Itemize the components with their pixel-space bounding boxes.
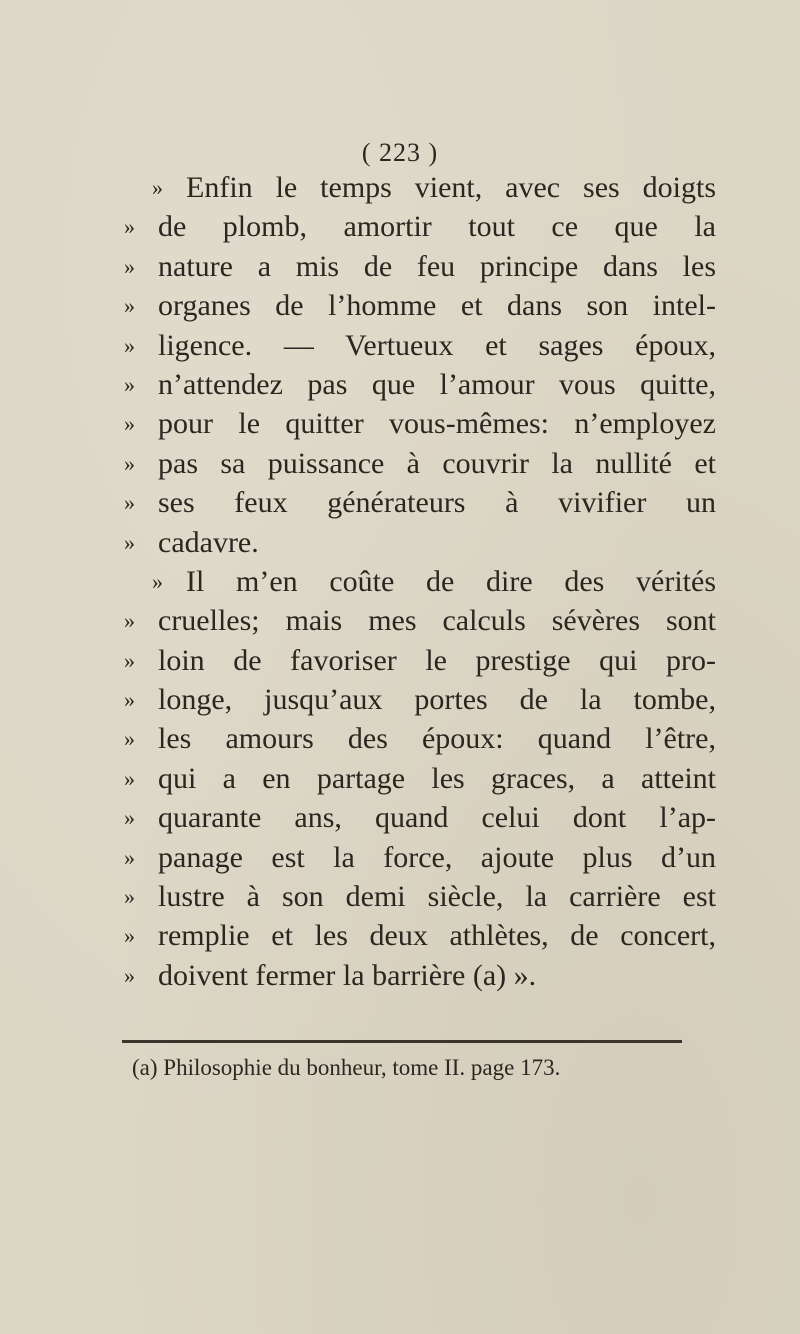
line-text: remplie et les deux athlètes, de concert, xyxy=(158,919,716,953)
footnote-rule xyxy=(122,1040,682,1043)
text-line xyxy=(126,719,716,758)
line-text: qui a en partage les graces, a atteint xyxy=(158,761,716,795)
quote-mark: » xyxy=(152,175,163,200)
quote-mark: » xyxy=(124,253,135,279)
text-line xyxy=(126,798,716,837)
text-line xyxy=(126,523,716,562)
quote-mark: » xyxy=(124,805,135,831)
line-text: quarante ans, quand celui dont l’ap- xyxy=(158,801,716,835)
footnote: (a) Philosophie du bonheur, tome II. page 173. xyxy=(132,1055,561,1080)
quote-mark: » xyxy=(124,490,135,516)
line-text: de plomb, amortir tout ce que la xyxy=(158,210,716,244)
text-line xyxy=(126,444,716,483)
quote-mark: » xyxy=(124,726,135,752)
line-text: cruelles; mais mes calculs sévères sont xyxy=(158,604,716,638)
body-text xyxy=(126,168,716,995)
quote-mark: » xyxy=(124,608,135,634)
quote-mark: » xyxy=(124,962,135,988)
quote-mark: » xyxy=(124,844,135,870)
text-line xyxy=(126,562,716,601)
text-line xyxy=(126,286,716,325)
line-text: Il m’en coûte de dire des vérités xyxy=(186,564,716,598)
text-line xyxy=(126,404,716,443)
line-text: doivent fermer la barrière (a) ». xyxy=(158,958,537,992)
quote-mark: » xyxy=(124,647,135,673)
text-line xyxy=(126,916,716,955)
text-line xyxy=(126,838,716,877)
quote-mark: » xyxy=(152,568,163,594)
line-text: loin de favoriser le prestige qui pro- xyxy=(158,643,716,677)
quote-mark: » xyxy=(124,529,135,555)
text-line xyxy=(126,877,716,916)
quote-mark: » xyxy=(124,371,135,397)
text-line xyxy=(126,956,716,995)
quote-mark: » xyxy=(124,923,135,949)
line-text: les amours des époux: quand l’être, xyxy=(158,722,716,756)
quote-mark: » xyxy=(124,450,135,476)
text-line xyxy=(126,680,716,719)
line-text: pour le quitter vous-mêmes: n’employez xyxy=(158,407,716,441)
text-line xyxy=(126,601,716,640)
text-line xyxy=(126,326,716,365)
line-text: panage est la force, ajoute plus d’un xyxy=(158,840,716,874)
line-text: cadavre. xyxy=(158,525,259,559)
line-text: n’attendez pas que l’amour vous quitte, xyxy=(158,367,716,401)
quote-mark: » xyxy=(124,293,135,319)
quote-mark: » xyxy=(124,884,135,910)
text-line xyxy=(126,483,716,522)
quote-mark: » xyxy=(124,687,135,713)
page-number: ( 223 ) xyxy=(361,138,439,167)
quote-mark: » xyxy=(124,214,135,240)
quote-mark: » xyxy=(124,411,135,437)
line-text: nature a mis de feu principe dans les xyxy=(158,249,716,283)
line-text: ligence. — Vertueux et sages époux, xyxy=(158,328,716,362)
text-line xyxy=(126,641,716,680)
line-text: Enfin le temps vient, avec ses doigts xyxy=(186,171,716,204)
text-line xyxy=(126,247,716,286)
text-line xyxy=(126,207,716,246)
quote-mark: » xyxy=(124,765,135,791)
text-line xyxy=(126,365,716,404)
line-text: ses feux générateurs à vivifier un xyxy=(158,486,716,520)
line-text: organes de l’homme et dans son intel- xyxy=(158,289,716,323)
line-text: longe, jusqu’aux portes de la tombe, xyxy=(158,683,716,717)
quote-mark: » xyxy=(124,332,135,358)
text-line xyxy=(126,168,716,207)
line-text: pas sa puissance à couvrir la nullité et xyxy=(158,446,716,480)
line-text: lustre à son demi siècle, la carrière est xyxy=(158,880,716,914)
text-line xyxy=(126,759,716,798)
